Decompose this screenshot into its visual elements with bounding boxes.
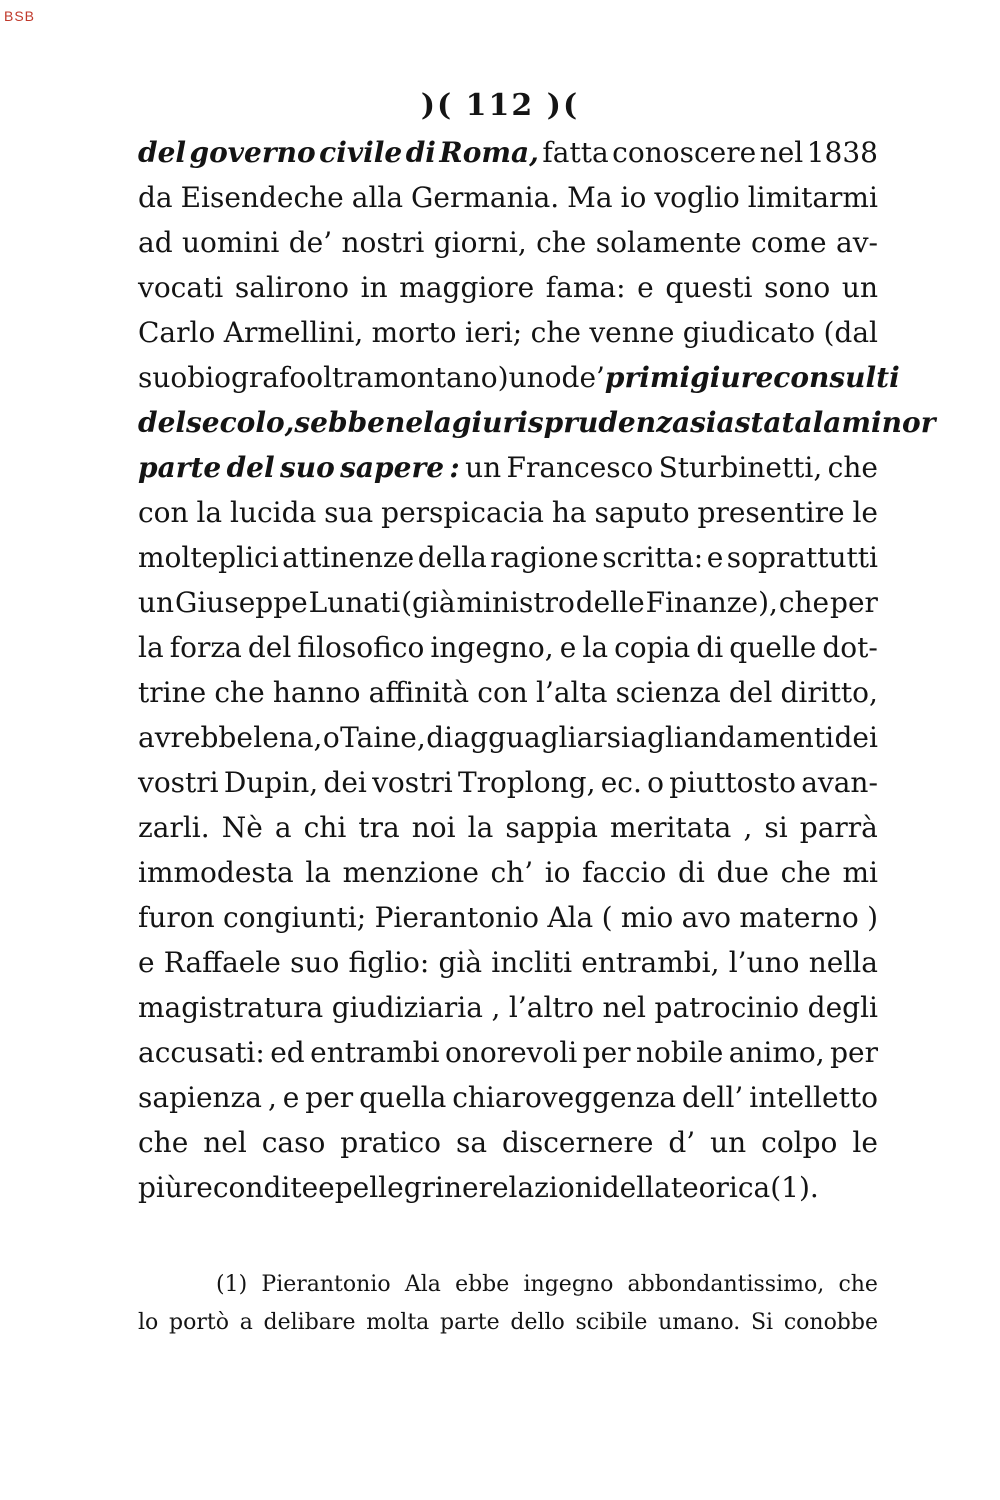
word: Sturbinetti, <box>658 451 823 484</box>
word: animo, <box>728 1036 825 1069</box>
word: l’altro <box>508 991 594 1024</box>
word: parte <box>440 1310 500 1335</box>
word: del <box>138 136 187 169</box>
word: sapere <box>340 451 445 484</box>
word: quelle <box>729 631 817 664</box>
word: giorni, <box>433 226 527 259</box>
word: un <box>138 586 175 619</box>
word: come <box>750 226 827 259</box>
word: trine <box>138 676 207 709</box>
word: del <box>247 631 292 664</box>
word: a <box>239 1310 253 1335</box>
word: per <box>582 1036 631 1069</box>
word: e <box>559 631 577 664</box>
word: Ala <box>547 901 594 934</box>
word: più <box>138 1171 183 1204</box>
word: che <box>778 586 830 619</box>
word: furon <box>138 901 215 934</box>
word: immodesta <box>138 856 294 889</box>
text-line <box>138 355 900 400</box>
word: de’ <box>288 226 333 259</box>
word: del <box>226 451 275 484</box>
word: noi <box>411 811 456 844</box>
word: da <box>138 181 173 214</box>
word: (1). <box>770 1171 819 1204</box>
word: ebbe <box>455 1272 510 1297</box>
word: dell’ <box>682 1081 744 1114</box>
word: vocati <box>138 271 224 304</box>
word: che <box>530 316 581 349</box>
word: Francesco <box>506 451 654 484</box>
word: scienza <box>615 676 721 709</box>
word: della <box>601 1171 671 1204</box>
word: scritta: <box>602 541 704 574</box>
word: parrà <box>799 811 878 844</box>
word: un <box>465 451 502 484</box>
word: Finanze), <box>645 586 778 619</box>
word: ch’ <box>490 856 534 889</box>
word: ed <box>270 1036 305 1069</box>
word: l’uno <box>728 946 800 979</box>
text-line <box>138 895 878 940</box>
word: della <box>417 541 487 574</box>
word: lena, <box>253 721 323 754</box>
word: chiaroveggenza <box>452 1081 677 1114</box>
text-line <box>138 850 878 895</box>
text-line <box>138 535 878 580</box>
word: civile <box>319 136 403 169</box>
word: del <box>138 406 187 439</box>
word: pellegrine <box>334 1171 479 1204</box>
word: che <box>138 1126 189 1159</box>
word: Troplong, <box>457 766 596 799</box>
word: incliti <box>491 946 573 979</box>
word: pratico <box>340 1126 442 1159</box>
text-line <box>138 175 878 220</box>
word: suo <box>290 946 340 979</box>
word: diritto, <box>780 676 878 709</box>
library-watermark: BSB <box>4 8 36 24</box>
word: di <box>405 136 436 169</box>
word: lucida <box>230 496 317 529</box>
word: ec. <box>600 766 642 799</box>
word: magistratura <box>138 991 324 1024</box>
word: che <box>536 226 587 259</box>
word: molteplici <box>138 541 279 574</box>
word: , <box>267 1081 277 1114</box>
word: avrebbe <box>138 721 253 754</box>
word: congiunti; <box>223 901 367 934</box>
word: un <box>841 271 878 304</box>
word: ingegno <box>523 1272 614 1297</box>
word: sappia <box>505 811 598 844</box>
text-line <box>138 310 878 355</box>
word: hanno <box>272 676 361 709</box>
word: minor <box>841 406 936 439</box>
word: le <box>852 496 878 529</box>
word: limitarmi <box>747 181 878 214</box>
word: caso <box>261 1126 326 1159</box>
word: salirono <box>234 271 350 304</box>
word: con <box>477 676 528 709</box>
word: o <box>322 721 340 754</box>
word: a <box>274 811 292 844</box>
word: discernere <box>501 1126 654 1159</box>
word: che <box>214 676 265 709</box>
word: fama: <box>545 271 626 304</box>
word: fatta <box>542 136 609 169</box>
word: scibile <box>575 1310 648 1335</box>
word: onorevoli <box>444 1036 578 1069</box>
word: attinenze <box>282 541 415 574</box>
word: (già <box>401 586 456 619</box>
word: perspicacia <box>381 496 544 529</box>
word: forza <box>169 631 242 664</box>
word: suo <box>138 361 188 394</box>
word: e <box>282 1081 300 1114</box>
word: piuttosto <box>669 766 796 799</box>
word: d’ <box>668 1126 696 1159</box>
word: di <box>426 721 454 754</box>
word: uomini <box>181 226 280 259</box>
word: ) <box>867 901 878 934</box>
word: di <box>677 856 705 889</box>
word: Lunati <box>308 586 401 619</box>
word: Si <box>750 1310 774 1335</box>
word: zarli. <box>138 811 210 844</box>
word: dot- <box>822 631 878 664</box>
word: oltramontano) <box>306 361 509 394</box>
main-text <box>138 130 936 1210</box>
word: che <box>780 856 831 889</box>
word: degli <box>807 991 878 1024</box>
word: sapienza <box>138 1081 262 1114</box>
word: del <box>728 676 773 709</box>
text-line <box>138 1120 878 1165</box>
text-line <box>138 940 878 985</box>
word: sebbene <box>294 406 424 439</box>
word: de’ <box>561 361 605 394</box>
word: giureconsulti <box>690 361 900 394</box>
word: la <box>196 496 223 529</box>
text-line <box>138 985 878 1030</box>
word: colpo <box>761 1126 838 1159</box>
word: mio <box>620 901 674 934</box>
footnote-line <box>138 1304 878 1342</box>
word: già <box>438 946 483 979</box>
text-line <box>138 805 878 850</box>
word: conoscere <box>612 136 757 169</box>
word: meritata <box>610 811 732 844</box>
word: dei <box>323 766 367 799</box>
text-line <box>138 265 878 310</box>
word: parte <box>138 451 222 484</box>
word: : <box>449 451 460 484</box>
word: lo <box>138 1310 159 1335</box>
word: un <box>710 1126 747 1159</box>
word: uno <box>508 361 562 394</box>
word: agguagliarsi <box>453 721 630 754</box>
word: teorica <box>670 1171 771 1204</box>
word: 1838 <box>806 136 878 169</box>
word: Germania. <box>411 181 560 214</box>
word: venne <box>589 316 675 349</box>
word: intelletto <box>749 1081 878 1114</box>
text-line <box>138 625 878 670</box>
word: per <box>830 586 878 619</box>
word: (1) <box>216 1272 248 1297</box>
word: vostri <box>372 766 453 799</box>
word: nella <box>808 946 878 979</box>
word: sia <box>690 406 735 439</box>
word: avan- <box>801 766 878 799</box>
word: si <box>764 811 788 844</box>
word: Giuseppe <box>174 586 308 619</box>
text-line <box>138 400 936 445</box>
word: due <box>716 856 769 889</box>
word: saputo <box>594 496 690 529</box>
word: av- <box>836 226 878 259</box>
word: nel <box>602 991 647 1024</box>
text-line <box>138 670 878 715</box>
word: Ma <box>567 181 613 214</box>
word: mi <box>842 856 878 889</box>
text-line <box>138 760 878 805</box>
word: voglio <box>654 181 740 214</box>
word: , <box>491 991 501 1024</box>
word: umano. <box>658 1310 741 1335</box>
word: quella <box>359 1081 447 1114</box>
word: Eisendeche <box>180 181 344 214</box>
word: Pierantonio <box>261 1272 391 1297</box>
word: delle <box>575 586 645 619</box>
word: recondite <box>182 1171 319 1204</box>
word: in <box>360 271 388 304</box>
word: con <box>138 496 189 529</box>
word: nel <box>759 136 804 169</box>
word: alla <box>351 181 404 214</box>
word: sa <box>455 1126 488 1159</box>
word: ieri; <box>464 316 523 349</box>
text-line <box>138 130 878 175</box>
word: che <box>838 1272 878 1297</box>
word: ingegno, <box>430 631 554 664</box>
word: morto <box>371 316 457 349</box>
text-line <box>138 580 878 625</box>
page-number: )( 112 )( <box>420 88 580 123</box>
word: di <box>696 631 724 664</box>
word: ragione <box>490 541 599 574</box>
word: , <box>743 811 753 844</box>
word: per <box>305 1081 354 1114</box>
word: Dupin, <box>223 766 319 799</box>
word: governo <box>189 136 316 169</box>
word: Ala <box>404 1272 441 1297</box>
text-line <box>138 1030 878 1075</box>
word: la <box>423 406 452 439</box>
word: per <box>830 1036 878 1069</box>
text-line <box>138 220 878 265</box>
word: entrambi <box>310 1036 440 1069</box>
word: ad <box>138 226 173 259</box>
word: e <box>138 946 155 979</box>
word: filosofico <box>297 631 425 664</box>
word: la <box>138 631 164 664</box>
word: ha <box>551 496 587 529</box>
word: solamente <box>595 226 742 259</box>
word: l’alta <box>536 676 608 709</box>
word: Taine, <box>340 721 426 754</box>
word: la <box>812 406 842 439</box>
word: secolo, <box>186 406 295 439</box>
word: agli <box>630 721 683 754</box>
word: andamenti <box>683 721 835 754</box>
word: e <box>637 271 654 304</box>
word: delibare <box>263 1310 356 1335</box>
word: relazioni <box>478 1171 602 1204</box>
text-line <box>138 490 878 535</box>
word: Nè <box>221 811 263 844</box>
footnote <box>138 1266 878 1342</box>
word: abbondantissimo, <box>627 1272 825 1297</box>
word: giudiziaria <box>331 991 483 1024</box>
word: io <box>620 181 647 214</box>
word: entrambi, <box>581 946 720 979</box>
word: biografo <box>187 361 307 394</box>
word: Roma, <box>439 136 539 169</box>
word: ( <box>601 901 613 934</box>
word: accusati: <box>138 1036 265 1069</box>
word: giudicato <box>682 316 816 349</box>
word: sono <box>764 271 831 304</box>
word: stata <box>734 406 813 439</box>
word: patrocinio <box>654 991 800 1024</box>
text-line <box>138 715 878 760</box>
word: (dal <box>823 316 878 349</box>
word: Carlo <box>138 316 216 349</box>
word: le <box>852 1126 878 1159</box>
word: Raffaele <box>163 946 281 979</box>
word: chi <box>303 811 347 844</box>
word: dello <box>510 1310 565 1335</box>
word: vostri <box>138 766 219 799</box>
word: suo <box>279 451 335 484</box>
word: molta <box>366 1310 430 1335</box>
word: menzione <box>342 856 479 889</box>
word: faccio <box>582 856 667 889</box>
word: io <box>544 856 571 889</box>
text-line <box>138 1165 878 1210</box>
word: copia <box>614 631 691 664</box>
word: che <box>827 451 878 484</box>
word: o <box>647 766 664 799</box>
word: e <box>318 1171 335 1204</box>
word: Armellini, <box>223 316 364 349</box>
footnote-line <box>138 1266 878 1304</box>
word: maggiore <box>399 271 535 304</box>
word: ministro <box>456 586 575 619</box>
word: Pierantonio <box>374 901 539 934</box>
word: nobile <box>635 1036 724 1069</box>
word: tra <box>358 811 400 844</box>
word: affinità <box>368 676 470 709</box>
word: figlio: <box>348 946 430 979</box>
word: questi <box>665 271 753 304</box>
text-line <box>138 445 878 490</box>
word: e <box>706 541 724 574</box>
word: conobbe <box>783 1310 878 1335</box>
word: presentire <box>697 496 845 529</box>
word: giurisprudenza <box>451 406 691 439</box>
word: nel <box>203 1126 247 1159</box>
word: la <box>582 631 609 664</box>
word: soprattutti <box>726 541 878 574</box>
text-line <box>138 1075 878 1120</box>
word: sua <box>324 496 374 529</box>
word: materno <box>739 901 859 934</box>
word: primi <box>604 361 691 394</box>
word: la <box>305 856 331 889</box>
word: portò <box>169 1310 229 1335</box>
word: la <box>467 811 494 844</box>
word: avo <box>681 901 731 934</box>
word: nostri <box>341 226 425 259</box>
word: dei <box>834 721 878 754</box>
